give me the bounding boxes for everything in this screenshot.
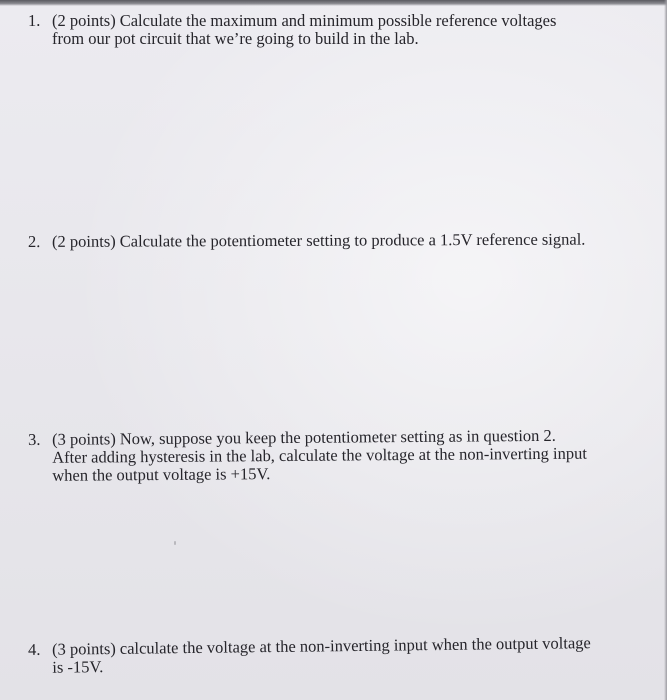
question-number: 4. <box>27 639 41 659</box>
question-number: 3. <box>27 429 41 449</box>
points-label: (3 points) <box>51 429 116 449</box>
question-line: is -15V. <box>52 657 104 677</box>
points-label: (2 points) <box>51 231 116 251</box>
question-number: 2. <box>27 231 41 251</box>
question-line: (3 points) Now, suppose you keep the potentiometer setting as in question 2. <box>51 425 556 449</box>
page-top-edge <box>0 0 667 6</box>
question-line: (3 points) calculate the voltage at the non-inverting input when the output voltage <box>51 633 591 659</box>
question-line: (2 points) Calculate the potentiometer setting to produce a 1.5V reference signal. <box>51 229 586 251</box>
points-label: (2 points) <box>52 11 116 30</box>
question-4 <box>28 634 628 677</box>
question-text <box>52 230 628 251</box>
question-3 <box>28 426 628 485</box>
paper-mark <box>174 541 176 545</box>
question-1 <box>28 12 628 48</box>
question-2 <box>28 230 628 251</box>
question-text <box>52 426 628 485</box>
question-text <box>52 12 628 48</box>
question-line: After adding hysteresis in the lab, calculate the voltage at the non-inverting input <box>52 443 587 467</box>
question-text <box>52 634 628 677</box>
points-label: (3 points) <box>51 638 116 659</box>
question-number: 1. <box>28 11 41 30</box>
question-line: (2 points) Calculate the maximum and minimum possible reference voltages <box>52 11 557 30</box>
question-line: from our pot circuit that we’re going to build in the lab. <box>52 29 419 48</box>
question-line: when the output voltage is +15V. <box>52 464 271 485</box>
